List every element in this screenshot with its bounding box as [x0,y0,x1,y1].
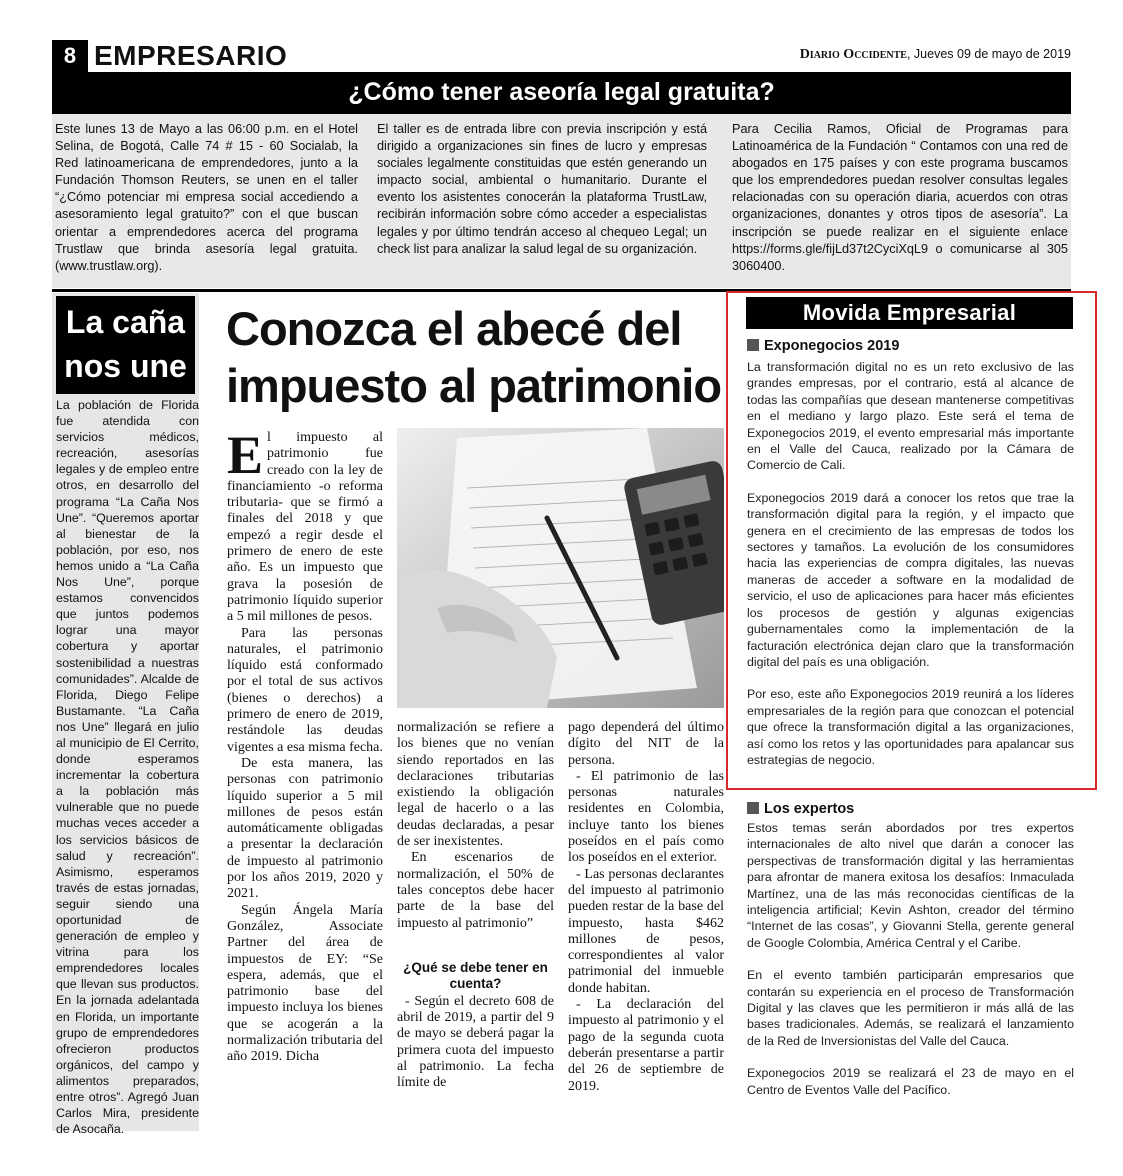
sidebar-section-expertos [747,800,1074,1114]
top-article-col-3: Para Cecilia Ramos, Oficial de Programas para Latinoamérica de la Fundación “ Contamos con una red de abogados en 175 países y con este programa buscamos que los emprendedores puedan resolver consultas legales relacionadas con su operación diaria, acuerdos con otras organizaciones, donantes y otros tipos de asesoría”. La inscripción se puede realizar en el siguiente enlace https://forms.gle/fijLd37t2CyciXqL9 o comunicarse al 305 3060400. [732,122,1068,273]
sidebar-paragraph: Exponegocios 2019 se realizará el 23 de mayo en el Centro de Eventos Valle del Pacífico. [747,1066,1074,1097]
calculator-photo [397,428,724,708]
page-number: 8 [52,40,88,72]
main-article-col-1 [227,425,383,1066]
sidebar-subhead: Exponegocios 2019 [747,337,1074,355]
sidebar-paragraph: Exponegocios 2019 dará a conocer los retos que trae la transformación digital para la región, y el impacto que genera en el crecimiento de las empresas de todos los sectores y tamaños. La evolución de los consumidores hacia las experiencias de compra digitales, las nuevas maneras de acceder a software en la modalidad de servicio, el uso de aplicaciones para hacer más eficientes los procesos de gestión y algunas exigencias gubernamentales como la implementación de la facturación electrónica dejan claro que la transformación digital del país es una obligación. [747,490,1074,669]
drop-cap: E [227,425,264,485]
photo-illustration [397,428,724,708]
sidebar-section-exponegocios [747,337,1074,784]
article-paragraph: En escenarios de normalización, el 50% de tales conceptos debe hacer parte de la base del impuesto al patrimonio” [397,850,554,931]
left-story-kicker: La caña nos une [56,296,195,394]
issue-date: , Jueves 09 de mayo de 2019 [906,47,1071,61]
main-article-col-2 [397,720,554,1092]
square-bullet-icon [747,339,759,351]
article-paragraph: El impuesto al patrimonio fue creado con la ley de financiamiento -o reforma tributaria- que se firmó a finales del 2018 y que empezó a regir desde el primero de enero de este año. Es un impuesto que grava la posesión de patrimonio líquido superior a 5 mil millones de pesos. [227,425,383,625]
banner-title: ¿Cómo tener aseoría legal gratuita? [52,72,1071,114]
article-paragraph: - La declaración del impuesto al patrimonio y el pago de la segunda cuota deberán presentarse a partir del 26 de septiembre de 2019. [568,997,724,1094]
sidebar-body [747,359,1074,768]
article-paragraph: - Según el decreto 608 de abril de 2019, a partir del 9 de mayo se deberá pagar la primera cuota del impuesto al patrimonio. La fecha límite de [397,993,554,1091]
article-paragraph: De esta manera, las personas con patrimonio líquido superior a 5 mil millones de pesos están automáticamente obligadas a presentar la declaración de impuesto al patrimonio por los años 2019, 2020 y 2021. [227,755,383,902]
article-paragraph: pago dependerá del último dígito del NIT de la persona. [568,720,724,768]
sidebar-paragraph: En el evento también participarán empresarios que contarán su experiencia en el proceso de Transformación Digital y las claves que les permitieron ir más allá de las bases tradicionales. Además, se realizará el lanzamiento de la Red de Inversionistas del Valle del Cauca. [747,968,1074,1048]
main-article-col-3 [568,720,724,1095]
sidebar-title: Movida Empresarial [746,297,1073,329]
masthead [800,47,1071,63]
top-article-col-1: Este lunes 13 de Mayo a las 06:00 p.m. en el Hotel Selina, de Bogotá, Calle 74 # 15 - 60 Socialab, la Red latinoamericana de emprendedores, junto a la Fundación Thomson Reuters, se unen en el taller “¿Cómo potenciar mi empresa social accediendo a asesoramiento legal gratuito?” con el que buscan orientar a emprendedores acerca del programa Trustlaw que brinda asesoría legal gratuita. (www.trustlaw.org). [55,122,358,273]
sidebar-paragraph: La transformación digital no es un reto exclusivo de las grandes empresas, por el contrario, está al alcance de todas las compañías que desean mantenerse competitivas en el mediano y largo plazo. Este será el tema de Exponegocios 2019, el evento empresarial más importante en el Valle del Cauca, realizado por la Cámara de Comercio de Cali. [747,360,1074,473]
square-bullet-icon [747,802,759,814]
main-headline: Conozca el abecé del impuesto al patrimonio [226,302,722,412]
top-article-col-2: El taller es de entrada libre con previa inscripción y está dirigido a organizaciones sin fines de lucro y empresas sociales legalmente constituidas que estén generando un impacto social, ambiental o humanitario. Durante el evento los asistentes conocerán la plataforma TrustLaw, recibirán información sobre cómo acceder a especialistas legales y por último tendrán acceso al chequeo Legal; un check list para analizar la salud legal de su organización. [377,122,707,256]
paper-name: Diario Occidente [799,47,907,62]
sidebar-paragraph: Estos temas serán abordados por tres expertos internacionales de alto nivel que darán a conocer las perspectivas de transformación digital y las herramientas para afrontar de manera exitosa los desafíos: Inmaculada Martínez, una de las más reconocidas científicas de la inteligencia artificial; Kevin Ashton, creador del término “Internet de las cosas”, y Giovanni Stella, gerente general de Google Colombia, América Central y el Caribe. [747,821,1074,950]
article-paragraph: Para las personas naturales, el patrimonio líquido está conformado por el total de sus activos (bienes o derechos) a primero de enero de 2019, restándole las deudas vigentes a esa misma fecha. [227,625,383,755]
section-title: EMPRESARIO [94,40,288,71]
article-subhead: ¿Qué se debe tener en cuenta? [403,959,548,991]
article-paragraph: - El patrimonio de las personas naturales residentes en Colombia, incluye tanto los bienes poseídos en el país como los poseídos en el exterior. [568,768,724,866]
sidebar-body [747,820,1074,1098]
sidebar-subhead: Los expertos [747,800,1074,818]
article-paragraph: normalización se refiere a los bienes que no venían siendo reportados en las declaraciones tributarias existiendo la obligación legal de hacerlo o a las deudas declaradas, a pesar de ser inexistentes. [397,720,554,850]
left-story-body: La población de Florida fue atendida con servicios médicos, recreación, asesorías legales y de empleo entre otros, en desarrollo del programa “La Caña Nos Une”. “Queremos aportar al bienestar de la población, por eso, nos hemos unido a “La Caña Nos Une”, porque estamos convencidos que juntos podemos lograr una mayor cobertura y aportar sostenibilidad a nuestras comunidades”. Alcalde de Florida, Diego Felipe Bustamante. “La Caña nos Une” llegará en julio al municipio de El Cerrito, donde esperamos incrementar la cobertura a la población más vulnerable que no puede muchas veces acceder a los servicios básicos de salud y recreación”. Asimismo, esperamos través de estas jornadas, seguir siendo una oportunidad de generación de empleo y vitrina para los emprendedores locales que llevan sus productos. En la jornada adelantada en Florida, un importante grupo de emprendedores ofrecieron productos orgánicos, del campo y alimentos preparados, entre otros”. Agregó Juan Carlos Mira, presidente de Asocaña. [56,398,199,1137]
article-paragraph: Según Ángela María González, Associate Partner del área de impuestos de EY: “Se espera, además, que el patrimonio base del impuesto incluya los bienes que se acogerán a la normalización tributaria del año 2019. Dicha [227,902,383,1065]
sidebar-paragraph: Por eso, este año Exponegocios 2019 reunirá a los líderes empresariales de la región para que conozcan el potencial que ofrece la transformación digital a las organizaciones, así como los retos y las oportunidades para apalancar sus estrategias de negocio. [747,687,1074,767]
article-paragraph: - Las personas declarantes del impuesto al patrimonio pueden restar de la base del impuesto, hasta $462 millones de pesos, correspondientes al valor patrimonial del inmueble donde habitan. [568,866,724,996]
